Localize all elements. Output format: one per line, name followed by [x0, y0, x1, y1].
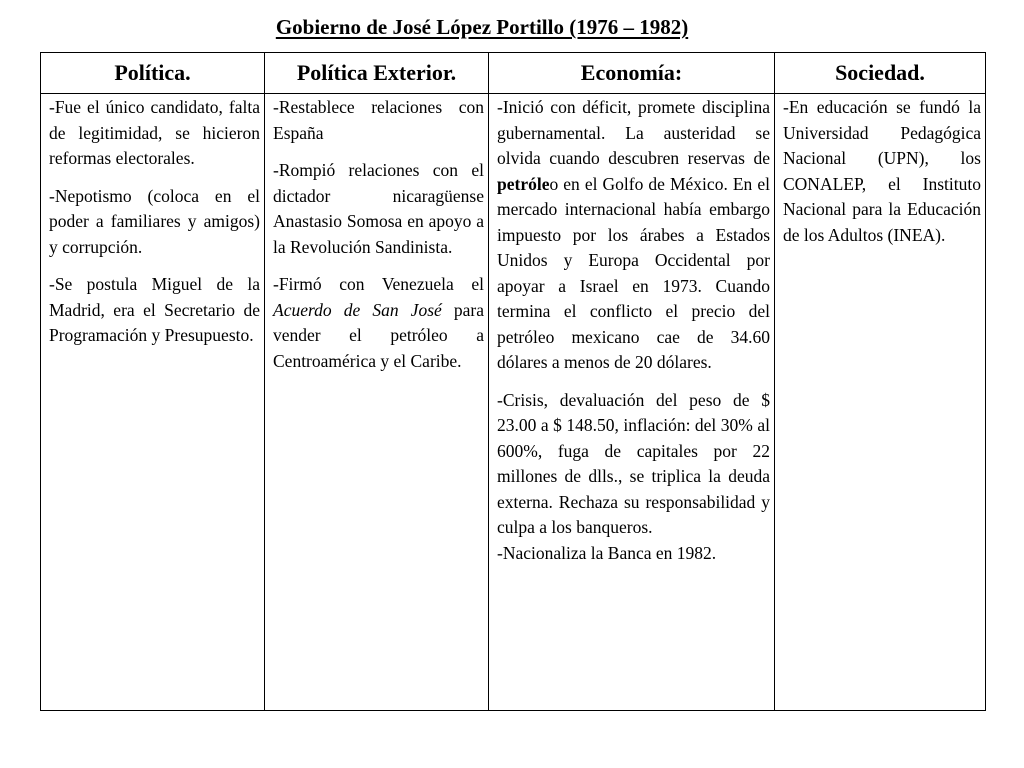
economia-item-1-start: -Inició con déficit, promete disciplina gubernamental. La austeridad se olvida cuando descubren reservas de	[497, 97, 770, 168]
summary-table	[40, 52, 986, 711]
exterior-item-3-end: para vender el petróleo a Centroamérica y el Caribe.	[273, 299, 484, 371]
economia-item-1	[497, 95, 770, 376]
page-title	[0, 13, 994, 41]
header-politica-exterior: Política Exterior.	[265, 53, 489, 94]
exterior-item-3-start: -Firmó con Venezuela el	[273, 274, 484, 294]
politica-item-3: -Se postula Miguel de la Madrid, era el Secretario de Programación y Presupuesto.	[49, 274, 260, 345]
header-row	[41, 53, 986, 94]
cell-politica-exterior	[265, 94, 489, 711]
economia-item-3: -Nacionaliza la Banca en 1982.	[497, 542, 717, 563]
sociedad-item-1: -En educación se fundó la Universidad Pedagógica Nacional (UPN), los CONALEP, el Instituto Nacional para la Educación de los Adultos (INEA).	[783, 97, 981, 245]
header-economia: Economía:	[489, 53, 775, 94]
exterior-item-3	[273, 272, 484, 374]
exterior-item-2: -Rompió relaciones con el dictador nicaragüense Anastasio Somosa en apoyo a la Revolución Sandinista.	[273, 160, 484, 257]
content-row	[41, 94, 986, 711]
petroleo-bold: petróle	[497, 173, 550, 194]
page-title-text: Gobierno de José López Portillo (1976 – 1982)	[275, 15, 689, 39]
exterior-item-1: -Restablece relaciones con España	[273, 97, 484, 143]
acuerdo-san-jose: Acuerdo de San José	[273, 299, 442, 320]
cell-economia	[489, 94, 775, 711]
cell-politica	[41, 94, 265, 711]
cell-sociedad	[775, 94, 986, 711]
header-politica: Política.	[41, 53, 265, 94]
politica-item-1: -Fue el único candidato, falta de legitimidad, se hicieron reformas electorales.	[49, 97, 260, 168]
header-sociedad: Sociedad.	[775, 53, 986, 94]
politica-item-2: -Nepotismo (coloca en el poder a familiares y amigos) y corrupción.	[49, 185, 260, 257]
economia-item-1-end: o en el Golfo de México. En el mercado internacional había embargo impuesto por los árabes a Estados Unidos y Europa Occidental por apoyar a Israel en 1973. Cuando termina el conflicto el precio del petróleo mexicano cae de 34.60 dólares a menos de 20 dólares.	[497, 173, 770, 372]
economia-item-2: -Crisis, devaluación del peso de $ 23.00 a $ 148.50, inflación: del 30% al 600%, fuga de capitales por 22 millones de dlls., se triplica la deuda externa. Rechaza su responsabilidad y culpa a los banqueros.	[497, 389, 770, 537]
